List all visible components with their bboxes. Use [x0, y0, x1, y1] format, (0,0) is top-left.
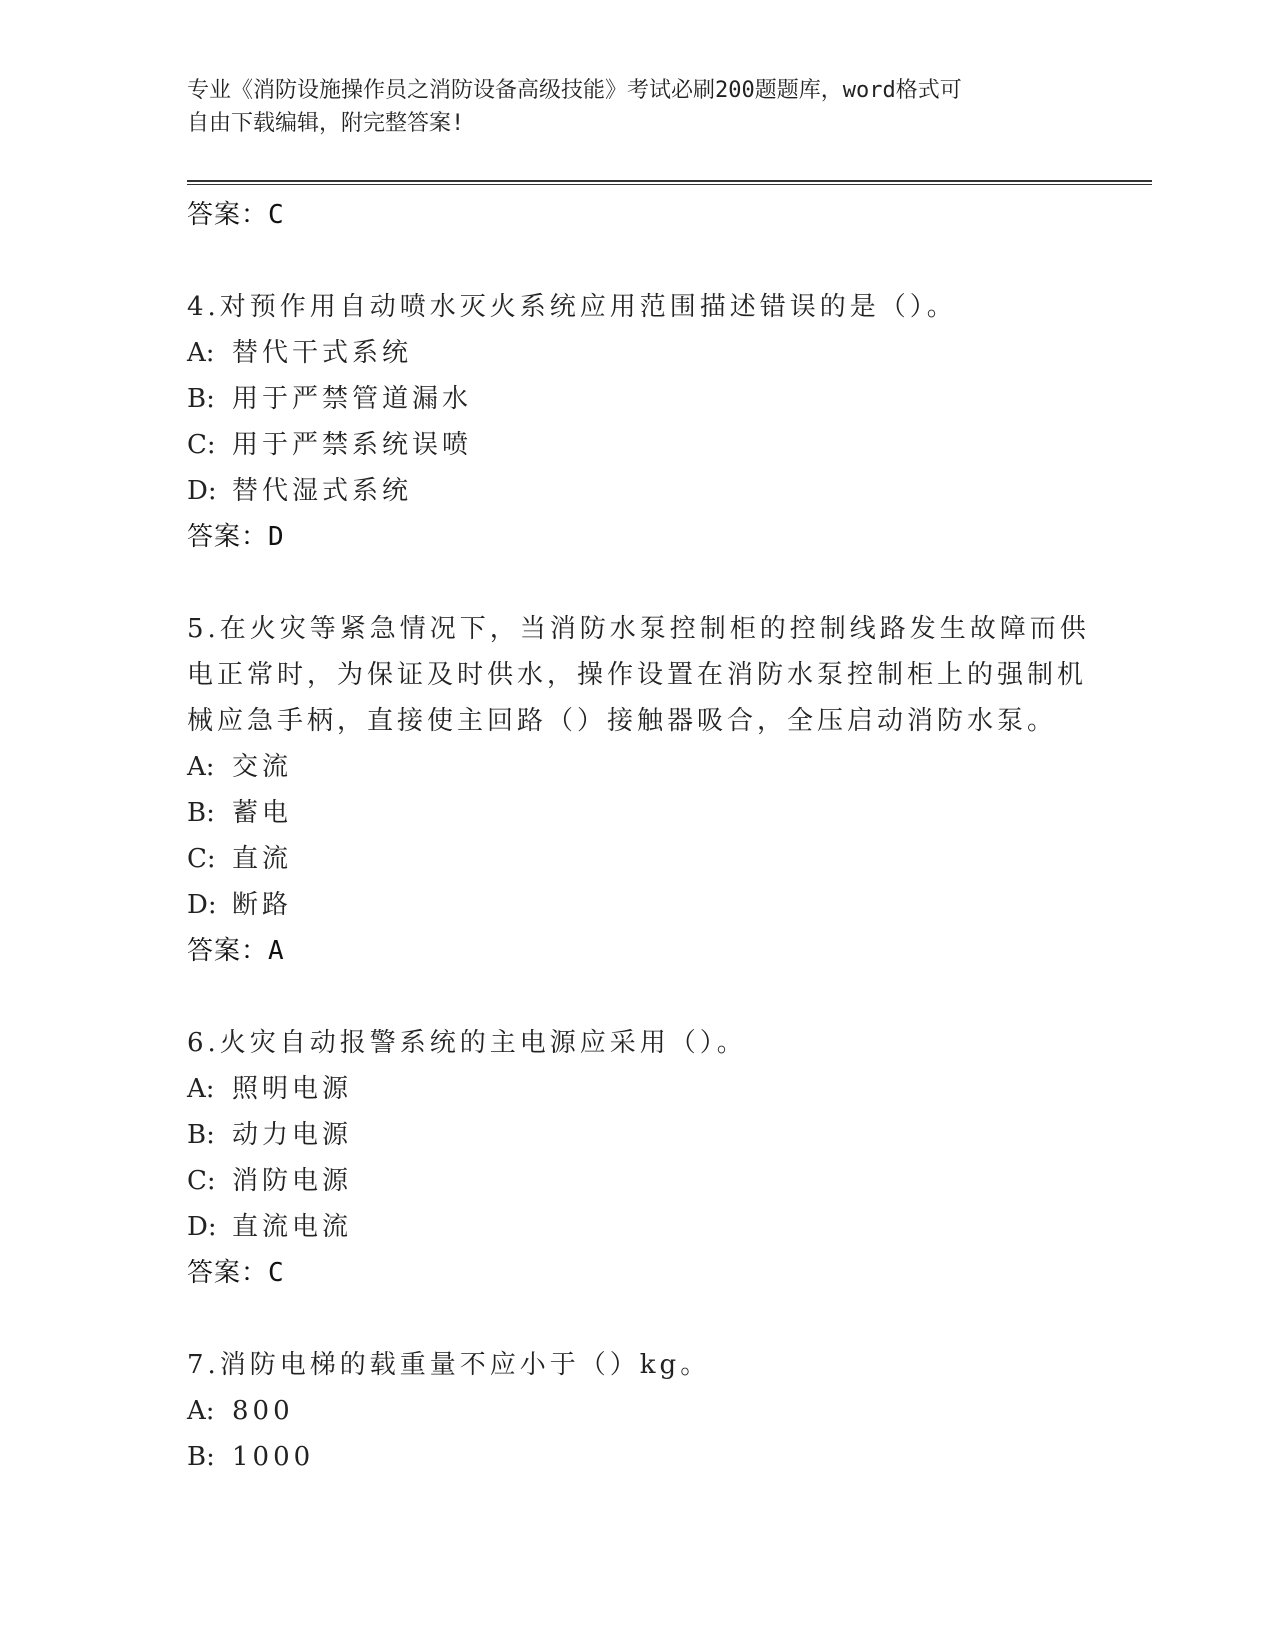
option-a	[187, 330, 1127, 376]
option-d	[187, 468, 1127, 514]
option-text: 800	[232, 1396, 294, 1426]
option-c	[187, 1158, 1127, 1204]
question-list	[187, 192, 1127, 1480]
option-text: 1000	[232, 1442, 315, 1472]
answer-line: 答案：C	[187, 1258, 285, 1288]
option-text: 替代湿式系统	[232, 476, 413, 506]
header-line-2: 自由下载编辑，附完整答案!	[187, 111, 465, 136]
question-stem-line-3: 械应急手柄，直接使主回路（）接触器吸合，全压启动消防水泵。	[187, 706, 1058, 736]
option-letter: D:	[187, 476, 217, 506]
option-text: 动力电源	[232, 1120, 353, 1150]
question-stem-line-1: 5.在火灾等紧急情况下，当消防水泵控制柜的控制线路发生故障而供	[187, 614, 1090, 644]
option-b	[187, 376, 1127, 422]
question-6	[187, 1020, 1127, 1296]
option-text: 直流	[232, 844, 293, 874]
option-a	[187, 1388, 1127, 1434]
option-letter: B:	[187, 798, 215, 828]
header-divider-thin	[187, 184, 1152, 185]
option-b	[187, 790, 1127, 836]
option-a	[187, 744, 1127, 790]
option-c	[187, 422, 1127, 468]
option-letter: A:	[187, 1074, 215, 1104]
option-text: 断路	[232, 890, 293, 920]
option-text: 交流	[232, 752, 293, 782]
option-letter: C:	[187, 430, 216, 460]
option-letter: C:	[187, 844, 216, 874]
option-text: 替代干式系统	[232, 338, 413, 368]
document-header	[187, 74, 1067, 140]
option-text: 用于严禁管道漏水	[232, 384, 473, 414]
option-text: 用于严禁系统误喷	[232, 430, 473, 460]
question-4	[187, 284, 1127, 560]
option-letter: A:	[187, 752, 215, 782]
option-text: 照明电源	[232, 1074, 353, 1104]
header-line-1: 专业《消防设施操作员之消防设备高级技能》考试必刷200题题库，word格式可	[187, 78, 962, 103]
option-text: 直流电流	[232, 1212, 353, 1242]
option-letter: A:	[187, 338, 215, 368]
option-c	[187, 836, 1127, 882]
question-stem-line-2: 电正常时，为保证及时供水，操作设置在消防水泵控制柜上的强制机	[187, 660, 1088, 690]
option-d	[187, 1204, 1127, 1250]
option-letter: B:	[187, 1442, 215, 1472]
option-text: 消防电源	[232, 1166, 353, 1196]
option-b	[187, 1112, 1127, 1158]
option-letter: D:	[187, 1212, 217, 1242]
option-letter: A:	[187, 1396, 215, 1426]
question-7	[187, 1342, 1127, 1480]
option-letter: C:	[187, 1166, 216, 1196]
question-5	[187, 606, 1127, 974]
answer-line: 答案：C	[187, 200, 285, 230]
header-divider-thick	[187, 180, 1152, 182]
question-stem: 4.对预作用自动喷水灭火系统应用范围描述错误的是（）。	[187, 292, 957, 322]
option-letter: D:	[187, 890, 217, 920]
question-stem: 6.火灾自动报警系统的主电源应采用（）。	[187, 1028, 747, 1058]
option-a	[187, 1066, 1127, 1112]
option-text: 蓄电	[232, 798, 293, 828]
option-d	[187, 882, 1127, 928]
option-letter: B:	[187, 1120, 215, 1150]
answer-line: 答案：A	[187, 936, 285, 966]
option-letter: B:	[187, 384, 215, 414]
answer-line: 答案：D	[187, 522, 285, 552]
question-stem: 7.消防电梯的载重量不应小于（）kg。	[187, 1350, 711, 1380]
option-b	[187, 1434, 1127, 1480]
